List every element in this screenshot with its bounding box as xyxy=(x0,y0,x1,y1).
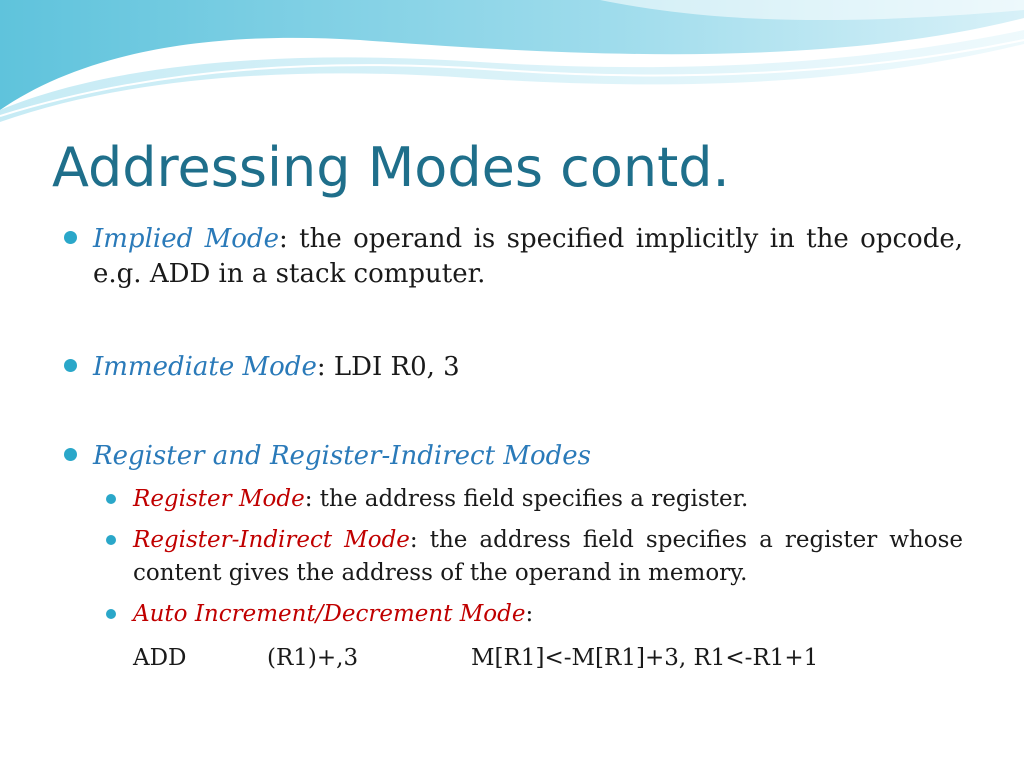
sub-bullet-auto-increment-mode xyxy=(106,598,966,632)
bullet-register-modes xyxy=(64,439,964,475)
bullet-dot-icon xyxy=(64,359,77,372)
term-label: Register-Indirect Mode xyxy=(133,527,410,553)
example-effect: M[R1]<-M[R1]+3, R1<-R1+1 xyxy=(471,645,819,671)
separator: : xyxy=(304,486,320,512)
bullet-implied-mode xyxy=(64,222,964,294)
bullet-immediate-mode xyxy=(64,350,964,386)
term-label: Register and Register-Indirect Modes xyxy=(93,441,591,471)
bullet-text xyxy=(93,350,963,385)
separator: : xyxy=(316,352,334,382)
sub-bullet-register-mode xyxy=(106,483,966,517)
slide-title: Addressing Modes contd. xyxy=(52,136,730,199)
definition: the address field specifies a register whose content gives the address of the operand in memory. xyxy=(133,527,963,586)
bullet-text xyxy=(93,222,963,292)
example-instruction xyxy=(133,642,933,675)
bullet-dot-icon xyxy=(64,448,77,461)
sub-bullet-text xyxy=(133,598,963,631)
header-wave-decoration xyxy=(0,0,1024,130)
definition: the operand is specified implicitly in the opcode, e.g. ADD in a stack computer. xyxy=(93,224,963,289)
sub-bullet-text xyxy=(133,524,963,590)
separator: : xyxy=(409,527,430,553)
definition: the address field specifies a register. xyxy=(319,486,749,512)
term-label: Implied Mode xyxy=(93,224,279,254)
term-label: Auto Increment/Decrement Mode xyxy=(133,601,526,627)
sub-bullet-dot-icon xyxy=(106,535,116,545)
sub-bullet-text xyxy=(133,483,963,516)
separator: : xyxy=(525,601,534,627)
sub-bullet-dot-icon xyxy=(106,494,116,504)
example-operand: (R1)+,3 xyxy=(267,645,359,671)
bullet-dot-icon xyxy=(64,231,77,244)
bullet-text xyxy=(93,439,963,474)
separator: : xyxy=(278,224,300,254)
definition: LDI R0, 3 xyxy=(333,352,460,382)
term-label: Immediate Mode xyxy=(93,352,317,382)
example-opcode: ADD xyxy=(133,645,187,671)
sub-bullet-dot-icon xyxy=(106,609,116,619)
sub-bullet-register-indirect-mode xyxy=(106,524,966,592)
term-label: Register Mode xyxy=(133,486,305,512)
